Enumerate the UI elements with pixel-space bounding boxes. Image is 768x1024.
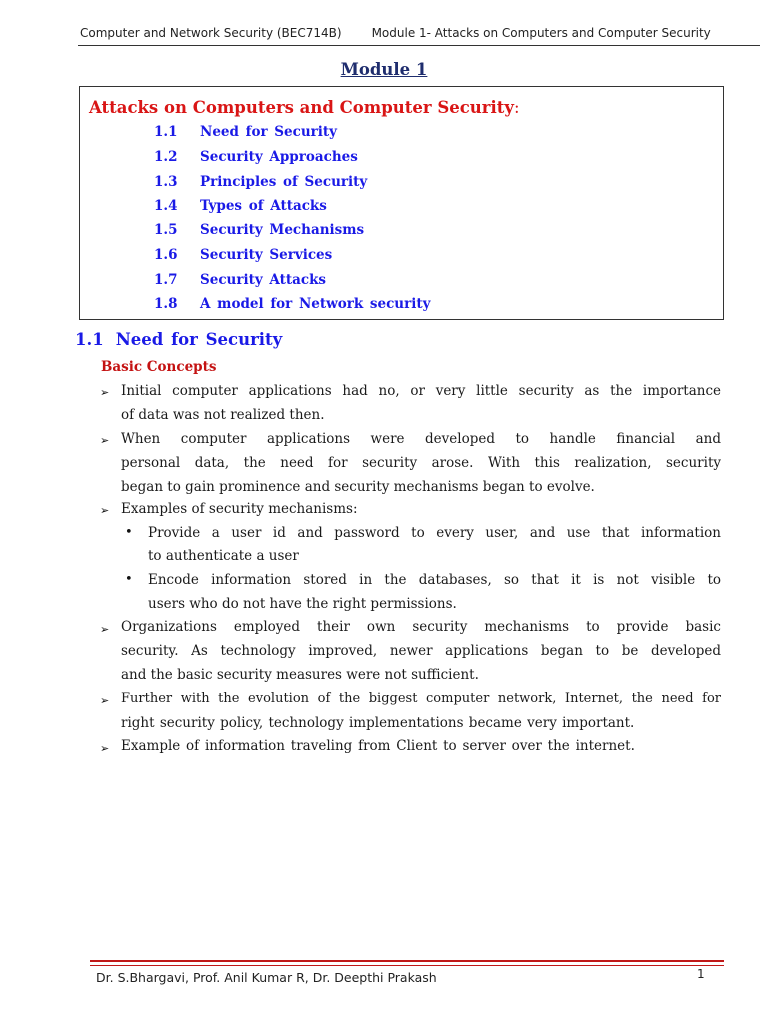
- toc-heading: [89, 98, 520, 117]
- section-title: Need for Security: [115, 330, 283, 349]
- body-line: users who do not have the right permissions.: [148, 596, 457, 612]
- toc-item-label: Security Attacks: [200, 272, 327, 288]
- toc-item-number: 1.3: [154, 174, 178, 190]
- toc-item[interactable]: [154, 174, 367, 190]
- toc-item[interactable]: [154, 247, 332, 263]
- page-number: 1: [697, 967, 705, 981]
- body-line: of data was not realized then.: [121, 407, 325, 423]
- toc-item[interactable]: [154, 124, 337, 140]
- header-rule: [78, 45, 760, 46]
- subheading: Basic Concepts: [101, 359, 217, 375]
- toc-item-number: 1.4: [154, 198, 178, 214]
- bullet-dot-icon: •: [125, 525, 133, 540]
- toc-item-number: 1.8: [154, 296, 178, 312]
- toc-item-label: Principles of Security: [200, 174, 368, 190]
- arrow-bullet-icon: ➢: [100, 434, 110, 447]
- body-line: Provide a user id and password to every user, and use that information: [148, 525, 721, 541]
- toc-item-label: Security Approaches: [200, 149, 358, 165]
- arrow-bullet-icon: ➢: [100, 623, 110, 636]
- footer-authors: Dr. S.Bhargavi, Prof. Anil Kumar R, Dr. Deepthi Prakash: [96, 970, 437, 985]
- module-title-wrap: [0, 60, 768, 79]
- toc-item-number: 1.7: [154, 272, 178, 288]
- section-heading: [75, 330, 282, 349]
- body-line: Organizations employed their own security mechanisms to provide basic: [121, 619, 721, 635]
- toc-item-number: 1.2: [154, 149, 178, 165]
- toc-item-label: A model for Network security: [200, 296, 431, 312]
- body-line: to authenticate a user: [148, 548, 299, 564]
- body-line: When computer applications were developed to handle financial and: [121, 431, 721, 447]
- toc-heading-colon: :: [513, 98, 520, 117]
- body-line: Examples of security mechanisms:: [121, 501, 358, 517]
- body-line: right security policy, technology implementations became very important.: [121, 715, 635, 731]
- arrow-bullet-icon: ➢: [100, 694, 110, 707]
- arrow-bullet-icon: ➢: [100, 742, 110, 755]
- module-title: Module 1: [340, 60, 428, 79]
- body-line: Initial computer applications had no, or very little security as the importance: [121, 383, 721, 399]
- toc-item-label: Security Services: [200, 247, 333, 263]
- toc-item-number: 1.5: [154, 222, 178, 238]
- toc-item[interactable]: [154, 296, 430, 312]
- toc-item-number: 1.6: [154, 247, 178, 263]
- body-line: Encode information stored in the databases, so that it is not visible to: [148, 572, 721, 588]
- toc-item[interactable]: [154, 272, 326, 288]
- arrow-bullet-icon: ➢: [100, 386, 110, 399]
- toc-heading-text: Attacks on Computers and Computer Security: [89, 98, 514, 117]
- toc-item[interactable]: [154, 222, 364, 238]
- footer-rule-thin: [90, 965, 724, 966]
- page-header: [80, 26, 760, 40]
- toc-item-label: Security Mechanisms: [200, 222, 365, 238]
- toc-item-number: 1.1: [154, 124, 178, 140]
- body-line: Example of information traveling from Client to server over the internet.: [121, 738, 635, 754]
- toc-item-label: Types of Attacks: [200, 198, 327, 214]
- toc-item-label: Need for Security: [200, 124, 337, 140]
- body-line: security. As technology improved, newer applications began to be developed: [121, 643, 721, 659]
- arrow-bullet-icon: ➢: [100, 504, 110, 517]
- header-module: Module 1- Attacks on Computers and Computer Security: [371, 26, 711, 40]
- toc-item[interactable]: [154, 198, 327, 214]
- body-line: and the basic security measures were not sufficient.: [121, 667, 479, 683]
- toc-item[interactable]: [154, 149, 358, 165]
- header-course: Computer and Network Security (BEC714B): [80, 26, 342, 40]
- footer-rule: [90, 960, 724, 962]
- body-line: Further with the evolution of the biggest computer network, Internet, the need for: [121, 691, 721, 706]
- body-line: personal data, the need for security arose. With this realization, security: [121, 455, 721, 471]
- section-number: 1.1: [75, 330, 104, 349]
- body-line: began to gain prominence and security mechanisms began to evolve.: [121, 479, 595, 495]
- bullet-dot-icon: •: [125, 572, 133, 587]
